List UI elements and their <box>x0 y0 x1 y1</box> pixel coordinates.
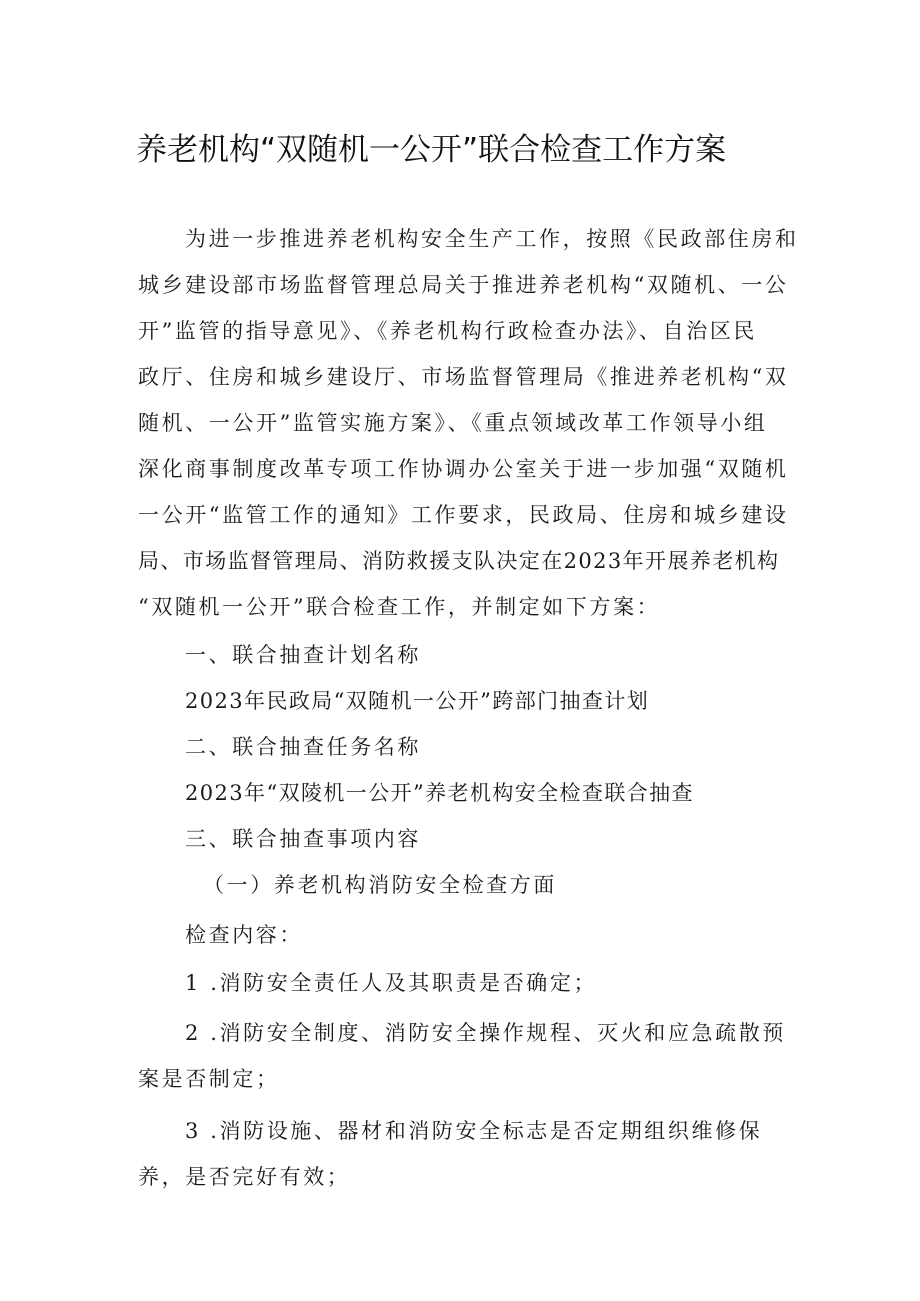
intro-line-3: 开”监管的指导意见》、《养老机构行政检查办法》、自治区民 <box>138 319 758 343</box>
section-1-heading: 一、联合抽查计划名称 <box>185 643 421 667</box>
section-3-heading: 三、联合抽查事项内容 <box>185 827 421 851</box>
check-item-3: 3 .消防设施、器材和消防安全标志是否定期组织维修保 <box>185 1119 763 1143</box>
intro-line-7: 一公开“监管工作的通知》工作要求，民政局、住房和城乡建设 <box>138 503 789 527</box>
check-item-3-continued: 养，是否完好有效； <box>138 1165 351 1189</box>
check-label: 检查内容： <box>185 923 303 947</box>
intro-line-2: 城乡建设部市场监督管理总局关于推进养老机构“双随机、一公 <box>138 273 789 297</box>
check-item-1: 1 .消防安全责任人及其职责是否确定； <box>185 971 598 995</box>
section-1-text: 2023年民政局“双随机一公开”跨部门抽查计划 <box>185 689 650 713</box>
section-2-text: 2023年“双陵机一公开”养老机构安全检查联合抽查 <box>185 781 694 805</box>
intro-line-4: 政厅、住房和城乡建设厅、市场监督管理局《推进养老机构“双 <box>138 365 789 389</box>
intro-line-8: 局、市场监督管理局、消防救援支队决定在2023年开展养老机构 <box>138 549 780 573</box>
check-item-2: 2 .消防安全制度、消防安全操作规程、灭火和应急疏散预 <box>185 1021 786 1045</box>
section-2-heading: 二、联合抽查任务名称 <box>185 735 421 759</box>
subsection-1-heading: （一）养老机构消防安全检查方面 <box>203 873 557 897</box>
intro-line-6: 深化商事制度改革专项工作协调办公室关于进一步加强“双随机 <box>138 457 789 481</box>
intro-line-5: 随机、一公开”监管实施方案》、《重点领域改革工作领导小组 <box>138 411 768 435</box>
document-title: 养老机构“双随机一公开”联合检查工作方案 <box>136 132 727 168</box>
intro-line-9: “双随机一公开”联合检查工作，并制定如下方案： <box>138 595 661 619</box>
intro-line-1: 为进一步推进养老机构安全生产工作，按照《民政部住房和 <box>185 227 799 251</box>
check-item-2-continued: 案是否制定； <box>138 1067 280 1091</box>
